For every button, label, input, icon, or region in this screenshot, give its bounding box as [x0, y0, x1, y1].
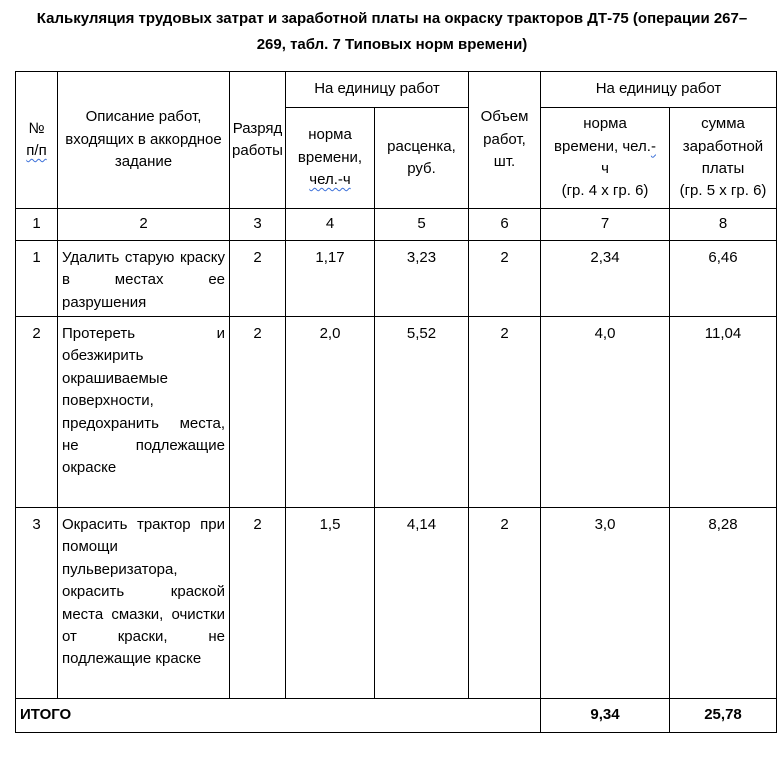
row-num: 1	[16, 241, 58, 317]
row-volume: 2	[469, 317, 541, 508]
row-rank: 2	[230, 241, 286, 317]
column-numbers-row	[16, 209, 777, 241]
row-norm: 1,5	[286, 508, 375, 699]
row-description: Протереть и обезжирить окрашиваемые поверхности, предохранить места, не подлежащие окраске	[58, 317, 230, 508]
row-total-norm: 4,0	[541, 317, 670, 508]
header-norm2-l2b: -	[650, 137, 656, 155]
header-sum-l4: (гр. 5 х гр. 6)	[679, 182, 767, 200]
row-total-norm: 2,34	[541, 241, 670, 317]
row-rank: 2	[230, 317, 286, 508]
table-row	[16, 508, 777, 699]
col-number: 5	[375, 209, 469, 241]
row-rank: 2	[230, 508, 286, 699]
header-sum-l1: сумма	[701, 115, 745, 133]
header-norm2-l3: ч	[601, 160, 609, 177]
col-number: 4	[286, 209, 375, 241]
header-norm2-l4: (гр. 4 х гр. 6)	[561, 182, 649, 200]
title-line-2: 269, табл. 7 Типовых норм времени)	[256, 36, 528, 53]
header-sum-l3: платы	[701, 160, 745, 177]
table-row	[16, 317, 777, 508]
row-description: Окрасить трактор при помощи пульверизатора, окрасить краской места смазки, очистки от краски, не подлежащие краске	[58, 508, 230, 699]
header-sum-l2: заработной	[682, 137, 764, 155]
header-norm-l1: норма	[308, 126, 352, 144]
total-label: ИТОГО	[16, 699, 541, 733]
col-number: 6	[469, 209, 541, 241]
header-norm	[286, 108, 375, 209]
col-number: 1	[16, 209, 58, 241]
header-num	[16, 72, 58, 209]
row-volume: 2	[469, 508, 541, 699]
header-rate: расценка, руб.	[375, 108, 469, 209]
header-norm-l2: времени,	[297, 148, 363, 166]
row-num: 3	[16, 508, 58, 699]
row-norm: 2,0	[286, 317, 375, 508]
header-rank: Разряд работы	[230, 72, 286, 209]
header-norm-l3: чел.-ч	[309, 171, 351, 189]
col-number: 8	[670, 209, 777, 241]
header-sum	[670, 108, 777, 209]
header-row-1	[16, 72, 777, 108]
header-norm2-l1: норма	[583, 115, 627, 133]
total-norm: 9,34	[541, 699, 670, 733]
page-title	[0, 6, 784, 58]
header-volume: Объем работ, шт.	[469, 72, 541, 209]
col-number: 3	[230, 209, 286, 241]
table-row	[16, 241, 777, 317]
col-number: 2	[58, 209, 230, 241]
row-num: 2	[16, 317, 58, 508]
row-rate: 4,14	[375, 508, 469, 699]
header-group-2: На единицу работ	[541, 72, 777, 108]
header-norm2-l2a: времени, чел.	[554, 137, 651, 155]
header-group-1: На единицу работ	[286, 72, 469, 108]
header-num-top: №	[28, 119, 45, 137]
calculation-table	[15, 71, 777, 733]
row-sum: 11,04	[670, 317, 777, 508]
header-description: Описание работ, входящих в аккордное задание	[58, 72, 230, 209]
row-norm: 1,17	[286, 241, 375, 317]
header-num-bottom: п/п	[26, 142, 47, 159]
row-sum: 6,46	[670, 241, 777, 317]
row-rate: 3,23	[375, 241, 469, 317]
header-norm-total	[541, 108, 670, 209]
total-sum: 25,78	[670, 699, 777, 733]
total-row	[16, 699, 777, 733]
col-number: 7	[541, 209, 670, 241]
row-description: Удалить старую краску в местах ее разрушения	[58, 241, 230, 317]
row-rate: 5,52	[375, 317, 469, 508]
row-volume: 2	[469, 241, 541, 317]
row-total-norm: 3,0	[541, 508, 670, 699]
title-line-1: Калькуляция трудовых затрат и заработной платы на окраску тракторов ДТ-75 (операции 267–	[36, 10, 748, 27]
row-sum: 8,28	[670, 508, 777, 699]
